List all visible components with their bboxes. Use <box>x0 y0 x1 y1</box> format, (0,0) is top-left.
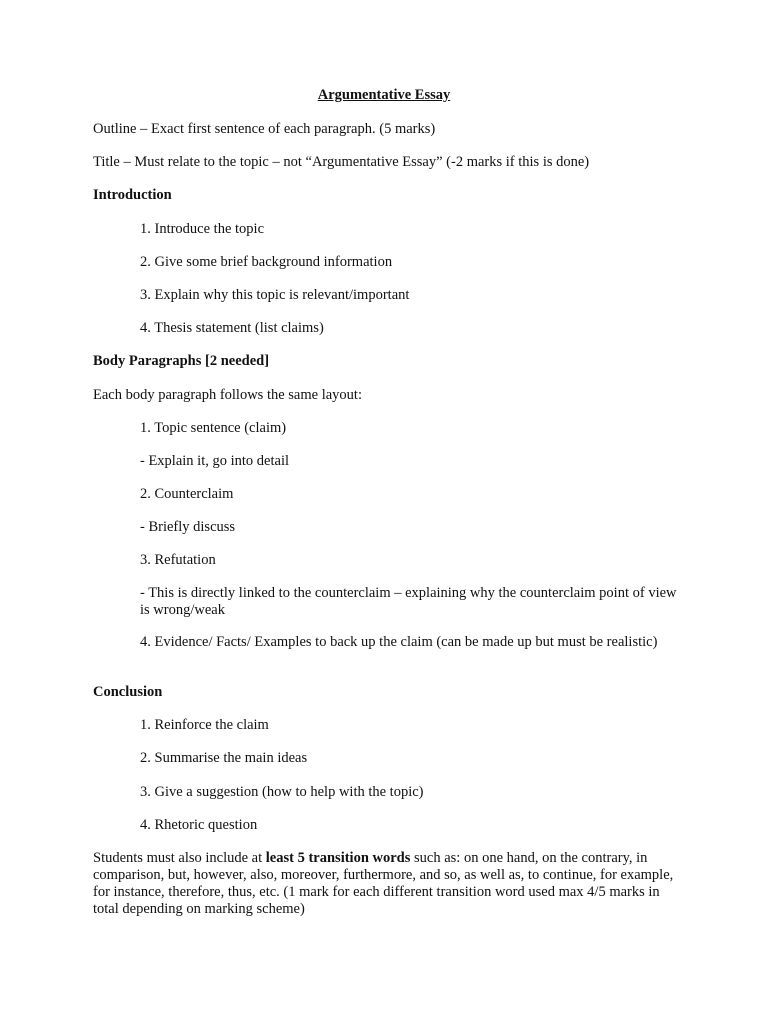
body-item-explain: - Explain it, go into detail <box>140 453 290 469</box>
transition-suffix: such as: on one hand, on the contrary, in comparison, but, however, also, moreover, furthermore, and so, as well as, to continue, for example, for instance, therefore, thus, etc. (1 mark for each different transition word used max 4/5 marks in total depending on marking scheme) <box>93 850 674 917</box>
body-item-counterclaim: 2. Counterclaim <box>140 486 234 502</box>
conclusion-item-4: 4. Rhetoric question <box>140 817 258 833</box>
body-item-topic-sentence: 1. Topic sentence (claim) <box>140 420 287 436</box>
intro-item-2: 2. Give some brief background information <box>140 254 393 270</box>
body-item-discuss: - Briefly discuss <box>140 519 236 535</box>
document-title: Argumentative Essay <box>317 87 451 103</box>
intro-item-3: 3. Explain why this topic is relevant/important <box>140 287 410 303</box>
conclusion-heading: Conclusion <box>93 684 163 700</box>
conclusion-item-2: 2. Summarise the main ideas <box>140 750 308 766</box>
body-item-evidence: 4. Evidence/ Facts/ Examples to back up the claim (can be made up but must be realistic) <box>140 634 658 650</box>
body-intro-line: Each body paragraph follows the same layout: <box>93 387 362 403</box>
conclusion-item-3: 3. Give a suggestion (how to help with the topic) <box>140 784 424 800</box>
body-item-refutation: 3. Refutation <box>140 552 216 568</box>
body-item-refutation-detail: - This is directly linked to the counterclaim – explaining why the counterclaim point of view is wrong/weak <box>140 585 677 618</box>
transition-emphasis: least 5 transition words <box>265 850 411 866</box>
intro-item-1: 1. Introduce the topic <box>140 221 265 237</box>
title-requirement-line: Title – Must relate to the topic – not “Argumentative Essay” (-2 marks if this is done) <box>93 154 590 170</box>
intro-item-4: 4. Thesis statement (list claims) <box>140 320 324 336</box>
conclusion-item-1: 1. Reinforce the claim <box>140 717 269 733</box>
body-paragraphs-heading: Body Paragraphs [2 needed] <box>93 353 270 369</box>
transition-prefix: Students must also include at <box>93 850 266 866</box>
introduction-heading: Introduction <box>93 187 172 203</box>
outline-line: Outline – Exact first sentence of each paragraph. (5 marks) <box>93 121 436 137</box>
transition-words-paragraph <box>93 850 683 918</box>
